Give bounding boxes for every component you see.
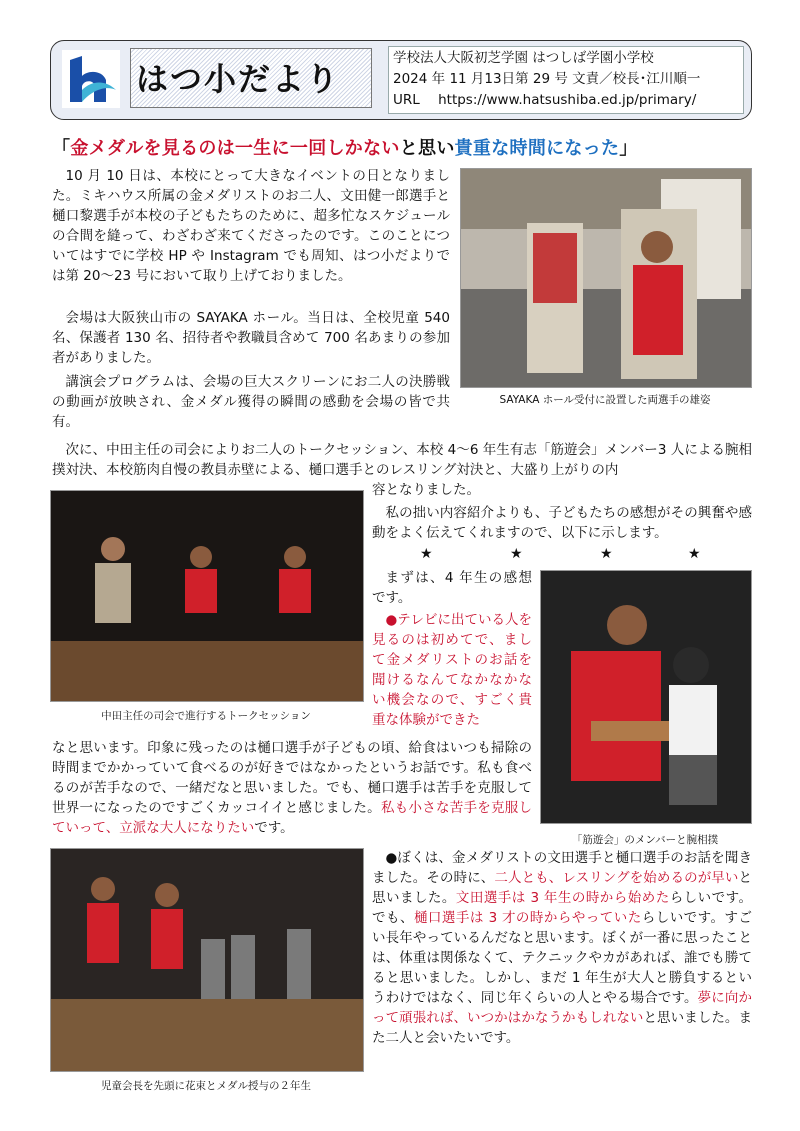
photo-arm-wrestling: [540, 570, 752, 824]
headline-black: と思い: [399, 138, 455, 159]
url-label: URL: [393, 92, 420, 108]
quote2: [372, 848, 752, 1048]
paragraph-4b: 容となりました。: [372, 482, 480, 498]
caption-photo1: SAYAKA ホール受付に設置した両選手の雄姿: [499, 394, 711, 406]
photo-hall-banners: [460, 168, 752, 388]
paragraph-3: 講演会プログラムは、会場の巨大スクリーンにお二人の決勝戦の動画が放映され、金メダル獲得の瞬間の感動を会場の皆で共有。: [52, 374, 450, 430]
paragraph-1: 10 月 10 日は、本校にとって大きなイベントの日となりました。ミキハウス所属の金メダリストのお二人、文田健一郎選手と樋口黎選手が本校の子どもたちのために、超多忙なスケジュールの合間を縫って、わざわざ来てくださったのです。このことについてはすでに学校 HP や Instagram でも周知、はつ小だよりでは第 20～23 号において取り上げておりました。: [52, 168, 450, 284]
headline-red: 金メダルを見るのは一生に一回しかない: [70, 138, 400, 159]
issue-date: 2024 年 11 月13日第 29 号 文責／校長･江川順一: [393, 71, 701, 87]
newsletter-title: はつ小だより: [136, 60, 341, 98]
quote2-f: 樋口選手は 3 才の時からやっていた: [413, 910, 642, 926]
paragraph-6: まずは、4 年生の感想です。: [372, 570, 532, 606]
quote2-b: 二人とも、レスリングを始めるのが早い: [494, 870, 739, 886]
quote2-e: らしいです。でも、: [372, 890, 753, 926]
url-line: [393, 92, 696, 108]
quote2-g: らしいです。すごい長年やっているんだなと思います。ぼくが一番に思ったことは、体重は関係なくて、テクニックやカがあれば、誰でも勝てると思いました。しかし、まだ 1 年生が大人と勝負するというわけではなく、同じ年くらいの人とやる場合です。: [372, 910, 753, 1006]
quote2-c: と思いました。: [372, 870, 752, 906]
caption-photo3: 「筋遊会」のメンバーと腕相撲: [571, 834, 719, 846]
star-4: ★: [688, 546, 701, 562]
paragraph-5: 私の拙い内容紹介よりも、子どもたちの感想がその興奮や感動をよく伝えてくれますので、以下に示します。: [372, 505, 752, 541]
paragraph-4a: 次に、中田主任の司会によりお二人のトークセッション、本校 4～6 年生有志「筋遊会」メンバー3 人による腕相撲対決、本校筋肉自慢の教員赤壁による、樋口選手とのレスリング対決と、大盛り上がりの内: [52, 442, 752, 478]
star-1: ★: [420, 546, 433, 562]
headline: [52, 134, 752, 160]
headline-close: 」: [619, 138, 638, 159]
photo-talk-session: [50, 490, 364, 702]
quote2-h: 夢に向かって頑張れば、いつかはかなうかもしれない: [372, 990, 752, 1026]
school-logo: [62, 50, 120, 108]
caption-photo2: 中田主任の司会で進行するトークセッション: [101, 710, 311, 722]
star-3: ★: [600, 546, 613, 562]
quote1-text: なと思います。印象に残ったのは樋口選手が子どもの頃、給食はいつも掃除の時間までかかっていて食べるのが好きではなかったというお話です。私も食べるのが苦手なので、一緒だなと思いました。でも、樋口選手は苦手を克服して世界一になったのですごくカッコイイと感じました。: [52, 740, 532, 816]
quote2-a: ●ぼくは、金メダリストの文田選手と樋口選手のお話を聞きました。その時に、: [372, 850, 752, 886]
school-name: 学校法人大阪初芝学園 はつしば学園小学校: [393, 50, 654, 66]
quote1-end: です。: [254, 820, 294, 836]
quote1-red-start: ●テレビに出ている人を見るのは初めてで、まして金メダリストのお話を聞けるなんてなかなかない機会なので、すごく貴重な体験ができた: [372, 612, 533, 728]
photo-flower-presentation: [50, 848, 364, 1072]
paragraph-2: 会場は大阪狭山市の SAYAKA ホール。当日は、全校児童 540 名、保護者 130 名、招待者や教職員含めて 700 名あまりの参加者がありました。: [52, 310, 450, 366]
quote1-body: [52, 738, 532, 838]
quote2-d: 文田選手は 3 年生の時から始めた: [455, 890, 670, 906]
star-2: ★: [510, 546, 523, 562]
quote1-red-end: 私も小さな苦手を克服していって、立派な大人になりたい: [52, 800, 532, 836]
caption-photo4: 児童会長を先頭に花束とメダル授与の２年生: [101, 1080, 311, 1092]
headline-open: 「: [52, 138, 71, 159]
school-url[interactable]: https://www.hatsushiba.ed.jp/primary/: [438, 92, 697, 108]
headline-blue: 貴重な時間になった: [454, 138, 620, 159]
quote2-i: と思いました。また二人と会いたいです。: [372, 1010, 753, 1046]
